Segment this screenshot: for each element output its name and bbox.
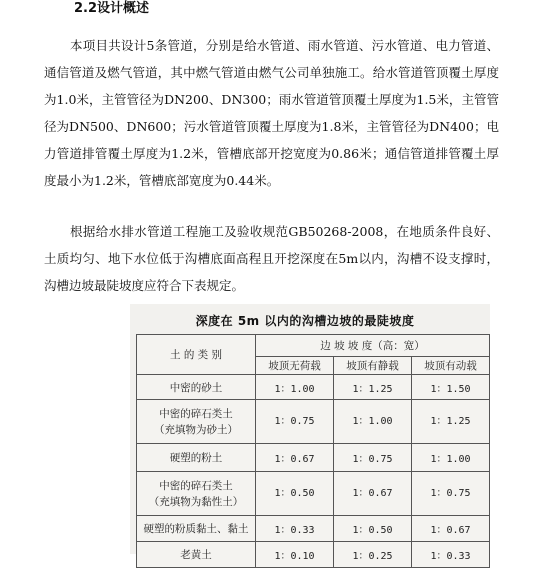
cell-value: 1：0.75: [412, 472, 490, 516]
table-title: 深度在 5m 以内的沟槽边坡的最陡坡度: [195, 314, 415, 328]
cell-value: 1：0.10: [256, 542, 334, 568]
table-row: [137, 444, 490, 472]
paragraph-design-overview: 本项目共设计5条管道，分别是给水管道、雨水管道、污水管道、电力管道、通信管道及燃气管道，其中燃气管道由燃气公司单独施工。给水管道管顶覆土厚度为1.0米，主管管径为DN200、DN300；雨水管道管顶覆土厚度为1.5米，主管管径为DN500、DN600；污水管道管顶覆土厚度为1.8米，主管管径为DN400；电力管道排管覆土厚度为1.2米，管槽底部开挖宽度为0.86米；通信管道排管覆土厚度最小为1.2米，管槽底部宽度为0.44米。: [44, 38, 499, 188]
cell-value: 1：0.33: [256, 516, 334, 542]
cell-value: 1：0.67: [334, 472, 412, 516]
table-row: [137, 400, 490, 444]
cell-value: 1：0.75: [334, 444, 412, 472]
section-heading: 2.2设计概述: [74, 1, 150, 16]
cell-value: 1：0.67: [256, 444, 334, 472]
sub-header-dynamic-load: 坡顶有动载: [412, 357, 490, 375]
table-row: [137, 375, 490, 400]
cell-value: 1：0.75: [256, 400, 334, 444]
table-scan-image: [130, 304, 490, 562]
row-label: 硬塑的粉质黏土、黏土: [137, 516, 256, 542]
table-row: [137, 542, 490, 568]
paragraph-slope-spec: 根据给水排水管道工程施工及验收规范GB50268-2008，在地质条件良好、土质均匀、地下水位低于沟槽底面高程且开挖深度在5m以内，沟槽不设支撑时，沟槽边坡最陡坡度应符合下表规定。: [44, 224, 499, 293]
row-label: 硬塑的粉土: [137, 444, 256, 472]
cell-value: 1：1.50: [412, 375, 490, 400]
cell-value: 1：0.25: [334, 542, 412, 568]
cell-value: 1：1.00: [334, 400, 412, 444]
cell-value: 1：0.33: [412, 542, 490, 568]
table-row: [137, 472, 490, 516]
slope-table: [136, 334, 490, 568]
cell-value: 1：1.00: [412, 444, 490, 472]
cell-value: 1：1.00: [256, 375, 334, 400]
cell-value: 1：1.25: [334, 375, 412, 400]
cell-value: 1：1.25: [412, 400, 490, 444]
row-label: 中密的碎石类土 （充填物为黏性土）: [137, 472, 256, 516]
col-header-soil-type: 土 的 类 别: [137, 335, 256, 375]
cell-value: 1：0.67: [412, 516, 490, 542]
row-label: 老黄土: [137, 542, 256, 568]
row-label: 中密的砂土: [137, 375, 256, 400]
col-header-slope-group: 边 坡 坡 度（高：宽）: [256, 335, 490, 357]
cell-value: 1：0.50: [256, 472, 334, 516]
table-row: [137, 516, 490, 542]
row-label: 中密的碎石类土 （充填物为砂土）: [137, 400, 256, 444]
cell-value: 1：0.50: [334, 516, 412, 542]
sub-header-static-load: 坡顶有静载: [334, 357, 412, 375]
sub-header-no-load: 坡顶无荷载: [256, 357, 334, 375]
